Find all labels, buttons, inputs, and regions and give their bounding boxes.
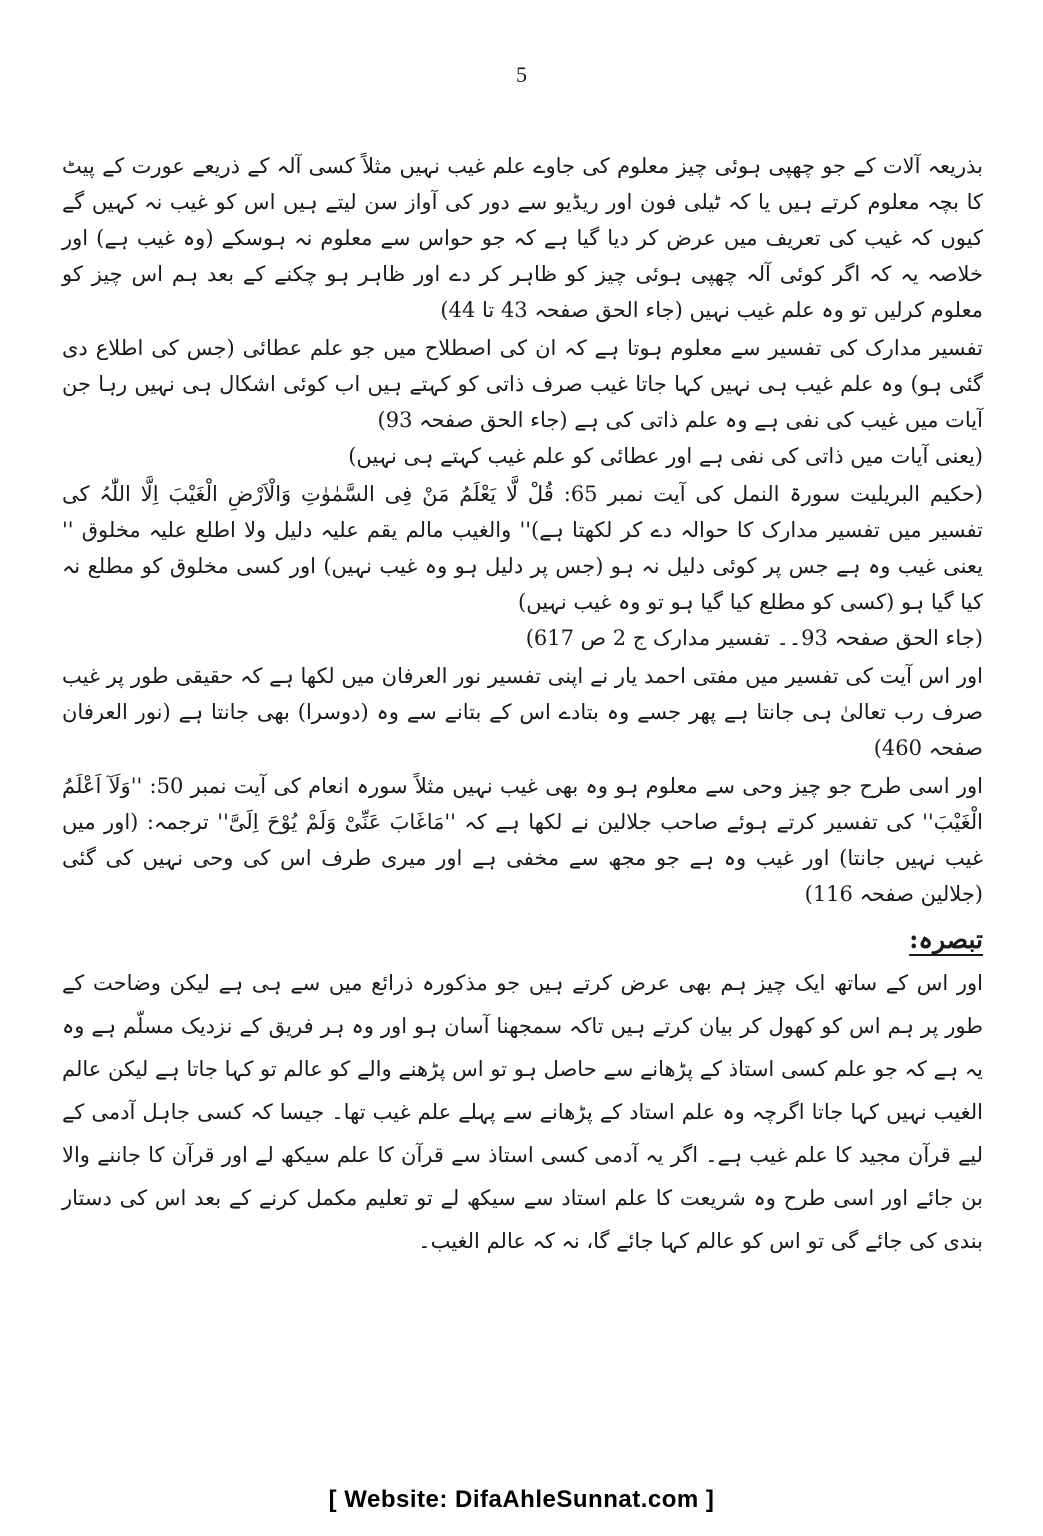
website-footer: [ Website: DifaAhleSunnat.com ] [328, 1486, 715, 1513]
paragraph-noor-ul-irfan: اور اس آیت کی تفسیر میں مفتی احمد یار نے اپنی تفسیر نور العرفان میں لکھا ہے کہ حقیقی طور پر غیب صرف رب تعالیٰ ہی جانتا ہے پھر جسے وہ بتادے اس کے بتانے سے وہ (دوسرا) بھی جانتا ہے (نور العرفان صفحہ 460) [62, 664, 983, 760]
paragraph-madarik: تفسیر مدارک کی تفسیر سے معلوم ہوتا ہے کہ ان کی اصطلاح میں جو علم عطائی (جس کی اطلاع دی گئی ہو) وہ علم غیب ہی نہیں کہا جاتا غیب صرف ذاتی کو کہتے ہیں اب کوئی اشکال ہی نہیں رہا جن آیات میں غیب کی نفی ہے وہ علم ذاتی کی ہے (جاء الحق صفحہ 93) [62, 336, 983, 432]
main-content [62, 148, 983, 1263]
paragraph-note: (یعنی آیات میں ذاتی کی نفی ہے اور عطائی کو علم غیب کہتے ہی نہیں) [348, 444, 983, 468]
page-number: 5 [516, 62, 527, 87]
review-section [62, 922, 983, 1263]
paragraph-instruments: بذریعہ آلات کے جو چھپی ہوئی چیز معلوم کی جاوے علم غیب نہیں مثلاً کسی آلہ کے ذریعے عورت کے پیٹ کا بچہ معلوم کرتے ہیں یا کہ ٹیلی فون اور ریڈیو سے دور کی آواز سن لیتے ہیں اس کو غیب نہ کہیں گے کیوں کہ غیب کی تعریف میں عرض کر دیا گیا ہے کہ جو حواس سے معلوم نہ ہوسکے (وہ غیب ہے) اور خلاصہ یہ کہ اگر کوئی آلہ چھپی ہوئی چیز کو ظاہر کر دے اور ظاہر ہو چکنے کے بعد ہم اس چیز کو معلوم کرلیں تو وہ علم غیب نہیں (جاء الحق صفحہ 43 تا 44) [62, 154, 983, 322]
review-paragraph: اور اس کے ساتھ ایک چیز ہم بھی عرض کرتے ہیں جو مذکورہ ذرائع میں سے ہی ہے لیکن وضاحت کے طور پر ہم اس کو کھول کر بیان کرتے ہیں تاکہ سمجھنا آسان ہو اور وہ ہر فریق کے نزدیک مسلّم ہے وہ یہ ہے کہ جو علم کسی استاذ کے پڑھانے سے حاصل ہو تو اس پڑھنے والے کو عالم تو کہا جاتا ہے لیکن عالم الغیب نہیں کہا جاتا اگرچہ وہ علم استاد کے پڑھانے سے پہلے علم غیب تھا۔ جیسا کہ کسی جاہل آدمی کے لیے قرآن مجید کا علم غیب ہے۔ اگر یہ آدمی کسی استاذ سے قرآن کا علم سیکھ لے اور قرآن کا جاننے والا بن جائے اور اسی طرح وہ شریعت کا علم استاد سے سیکھ لے تو تعلیم مکمل کرنے کے بعد اس کی دستار بندی کی جائے گی تو اس کو عالم کہا جائے گا، نہ کہ عالم الغیب۔ [62, 971, 983, 1253]
paragraph-jalalain: اور اسی طرح جو چیز وحی سے معلوم ہو وہ بھی غیب نہیں مثلاً سورہ انعام کی آیت نمبر 50: ''وَلَآ اَعْلَمُ الْغَیْبَ'' کی تفسیر کرتے ہوئے صاحب جلالین نے لکھا ہے کہ ''مَاغَابَ عَنِّیْ وَلَمْ یُوْحَ اِلَیَّ'' ترجمہ: (اور میں غیب نہیں جانتا) اور غیب وہ ہے جو مجھ سے مخفی ہے اور میری طرف اس کی وحی نہیں کی گئی (جلالین صفحہ 116) [62, 774, 983, 906]
paragraph-naml-verse: (حکیم البریلیت سورۃ النمل کی آیت نمبر 65: قُلْ لَّا یَعْلَمُ مَنْ فِی السَّمٰوٰتِ وَالْاَرْضِ الْغَیْبَ اِلَّا اللّٰہُ کی تفسیر میں تفسیر مدارک کا حوالہ دے کر لکھتا ہے)'' والغیب مالم یقم علیہ دلیل ولا اطلع علیہ مخلوق '' یعنی غیب وہ ہے جس پر کوئی دلیل نہ ہو (جس پر دلیل ہو وہ غیب نہیں) اور کسی مخلوق کو مطلع نہ کیا گیا ہو (کسی کو مطلع کیا گیا ہو تو وہ غیب نہیں) [62, 482, 983, 614]
review-heading: تبصرہ: [909, 925, 983, 954]
paragraph-reference: (جاء الحق صفحہ 93۔۔ تفسیر مدارک ج 2 ص 617) [525, 626, 983, 650]
